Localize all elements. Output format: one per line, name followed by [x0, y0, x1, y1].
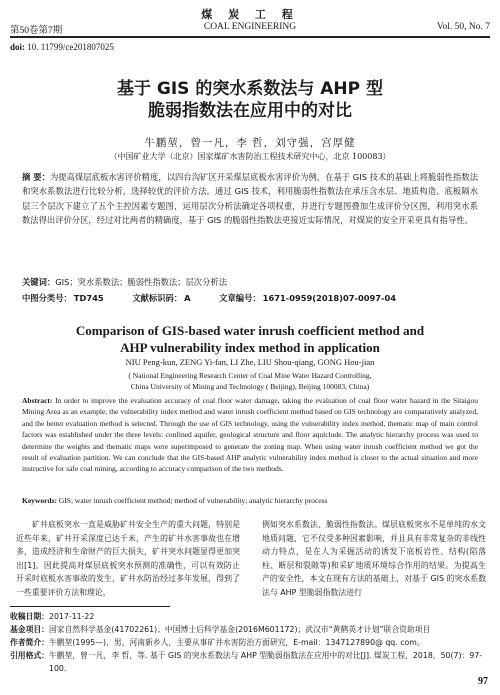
journal-name-cn: 煤 炭 工 程	[201, 8, 299, 21]
abstract-cn-label: 摘 要：	[22, 172, 50, 182]
body-column-right: 例如突水系数法、脆弱性指数法。煤层底板突水不是单纯的水文地质问题，它不仅受多种因素影响，并且具有非常复杂的非线性动力特点，是在人为采掘活动的诱发下底板岩性、结构(陷落柱、断层和裂隙等)和采矿地质环境综合作用的结果。为提高生产的安全性，本文在现有方法的基础上，对基于 GIS 的突水系数法与 AHP 型脆弱指数法进行	[262, 520, 486, 597]
keywords-cn-label: 关键词：	[22, 277, 56, 287]
abstract-cn	[22, 170, 478, 228]
authors-cn: 牛鹏堃，曾一凡，李 哲，刘守强，宫厚健	[144, 137, 356, 149]
header-rule	[10, 36, 490, 38]
page-number: 97	[478, 676, 488, 687]
footnote-rule	[10, 606, 170, 607]
doi-label: doi:	[10, 42, 26, 52]
volume-label: Vol. 50, No. 7	[436, 22, 490, 32]
footnote-funding: 基金项目： 国家自然科学基金(41702261)；中国博士后科学基金(2016M601172)；武汉市“黄鹤英才计划”联合资助项目	[10, 625, 431, 634]
keywords-cn-text: GIS；突水系数法；脆弱性指数法；层次分析法	[55, 277, 227, 287]
footnotes	[10, 610, 490, 675]
footnote-author: 作者简介： 牛鹏堃(1995—)，男，河南新乡人，主要从事矿井水害防治方面研究，E-mail：1347127890@ qq. com。	[10, 638, 425, 647]
doi-line	[10, 42, 114, 52]
title-en	[0, 322, 500, 356]
clc-number: 中图分类号： TD745	[22, 293, 104, 303]
authors-en: NIU Peng-kun, ZENG Yi-fan, LI Zhe, LIU Shou-qiang, GONG Hou-jian	[125, 357, 375, 367]
title-cn	[0, 78, 500, 122]
affiliation-en-line-1: ( National Engineering Research Center of Coal Mine Water Hazard Controlling,	[128, 371, 372, 380]
abstract-en	[22, 395, 478, 475]
title-cn-line-2: 脆弱指数法在应用中的对比	[148, 101, 352, 121]
doi-value[interactable]: 10. 11799/ce201807025	[27, 42, 114, 52]
footnote-received: 收稿日期： 2017-11-22	[10, 612, 95, 621]
title-en-line-1: Comparison of GIS-based water inrush coefficient method and	[75, 323, 425, 338]
keywords-cn	[22, 276, 478, 288]
classification-row	[22, 292, 478, 304]
running-header	[10, 20, 490, 34]
footnote-citation: 引用格式： 牛鹏堃，曾一凡，李 哲，等. 基于 GIS 的突水系数法与 AHP 型脆弱指数法在应用中的对比[J]. 煤炭工程，2018，50(7)：97-100.	[10, 651, 483, 673]
issue-label: 第50卷第7期	[10, 26, 63, 36]
keywords-en-text: GIS; water inrush coefficient method; method of vulnerability; analytic hierarchy process	[58, 496, 328, 505]
title-en-line-2: AHP vulnerability index method in application	[120, 340, 380, 355]
affiliation-en-line-2: China University of Mining and Technology ( Beijing), Beijing 100083, China)	[130, 382, 370, 391]
abstract-en-label: Abstract:	[22, 396, 53, 405]
abstract-en-text: In order to improve the evaluation accuracy of coal floor water damage, taking the evaluation of coal floor water hazard in the Sitaigou Mining Area as an example, the vulnerability index method and water inrush coefficient method based on GIS technology are comparatively analyzed, and the better evaluation method is selected. Through the use of GIS technology, using the vulnerability index method, thematic map of main control factors was established under the three levels: confined aquifer, geological structure and floor aquiclude. The analytic hierarchy process was used to determine the weights and thematic maps were superimposed to generate the zoning map. When using water inrush coefficient method we got the result of evaluation partition. We can conclude that the GIS-based AHP analytic vulnerability index method is closer to the actual situation and more instructive for safe coal mining, according to accuracy comparison of the two methods.	[22, 396, 478, 474]
body-column-left: 矿井底板突水一直是威胁矿井安全生产的重大问题，特别是近些年来，矿井开采深度已达千米，产生的矿井水害事故也在增多，造成经济和生命财产的巨大损失，矿井突水问题显得更加突出[1]。因此提高对煤层底板突水预测的准确性，可以有效防止开采时底板水害事故的发生，矿井水防治经过多年发展，得到了一些重要评价方法和理论，	[16, 520, 240, 597]
article-number: 文章编号： 1671-0959(2018)07-0097-04	[219, 293, 397, 303]
doc-code: 文献标识码： A	[132, 293, 191, 303]
affiliation-cn: （中国矿业大学（北京）国家煤矿水害防治工程技术研究中心，北京 100083）	[109, 152, 391, 161]
keywords-en	[22, 496, 478, 505]
keywords-en-label: Keywords:	[22, 496, 57, 505]
journal-name-en: COAL ENGINEERING	[203, 22, 297, 32]
title-cn-line-1: 基于 GIS 的突水系数法与 AHP 型	[116, 79, 384, 99]
abstract-cn-text: 为提高煤层底板水害评价精度，以四台沟矿区开采煤层底板水害评价为例，在基于 GIS 技术的基础上将脆弱性指数法和突水系数法进行比较分析，选择较优的评价方法。通过 GIS 技术，利用脆弱性指数法在承压含水层、地质构造、底板隔水层三个层次下建立了五个主控因素专题图，运用层次分析法确定各项权重，并进行专题图叠加生成评价分区图，利用突水系数法得出评价分区，经过对比两者的精确度，基于 GIS 的脆弱性指数法更接近实际情况，对煤炭的安全开采更具有指导性。	[22, 172, 478, 226]
affiliation-en	[0, 370, 500, 392]
